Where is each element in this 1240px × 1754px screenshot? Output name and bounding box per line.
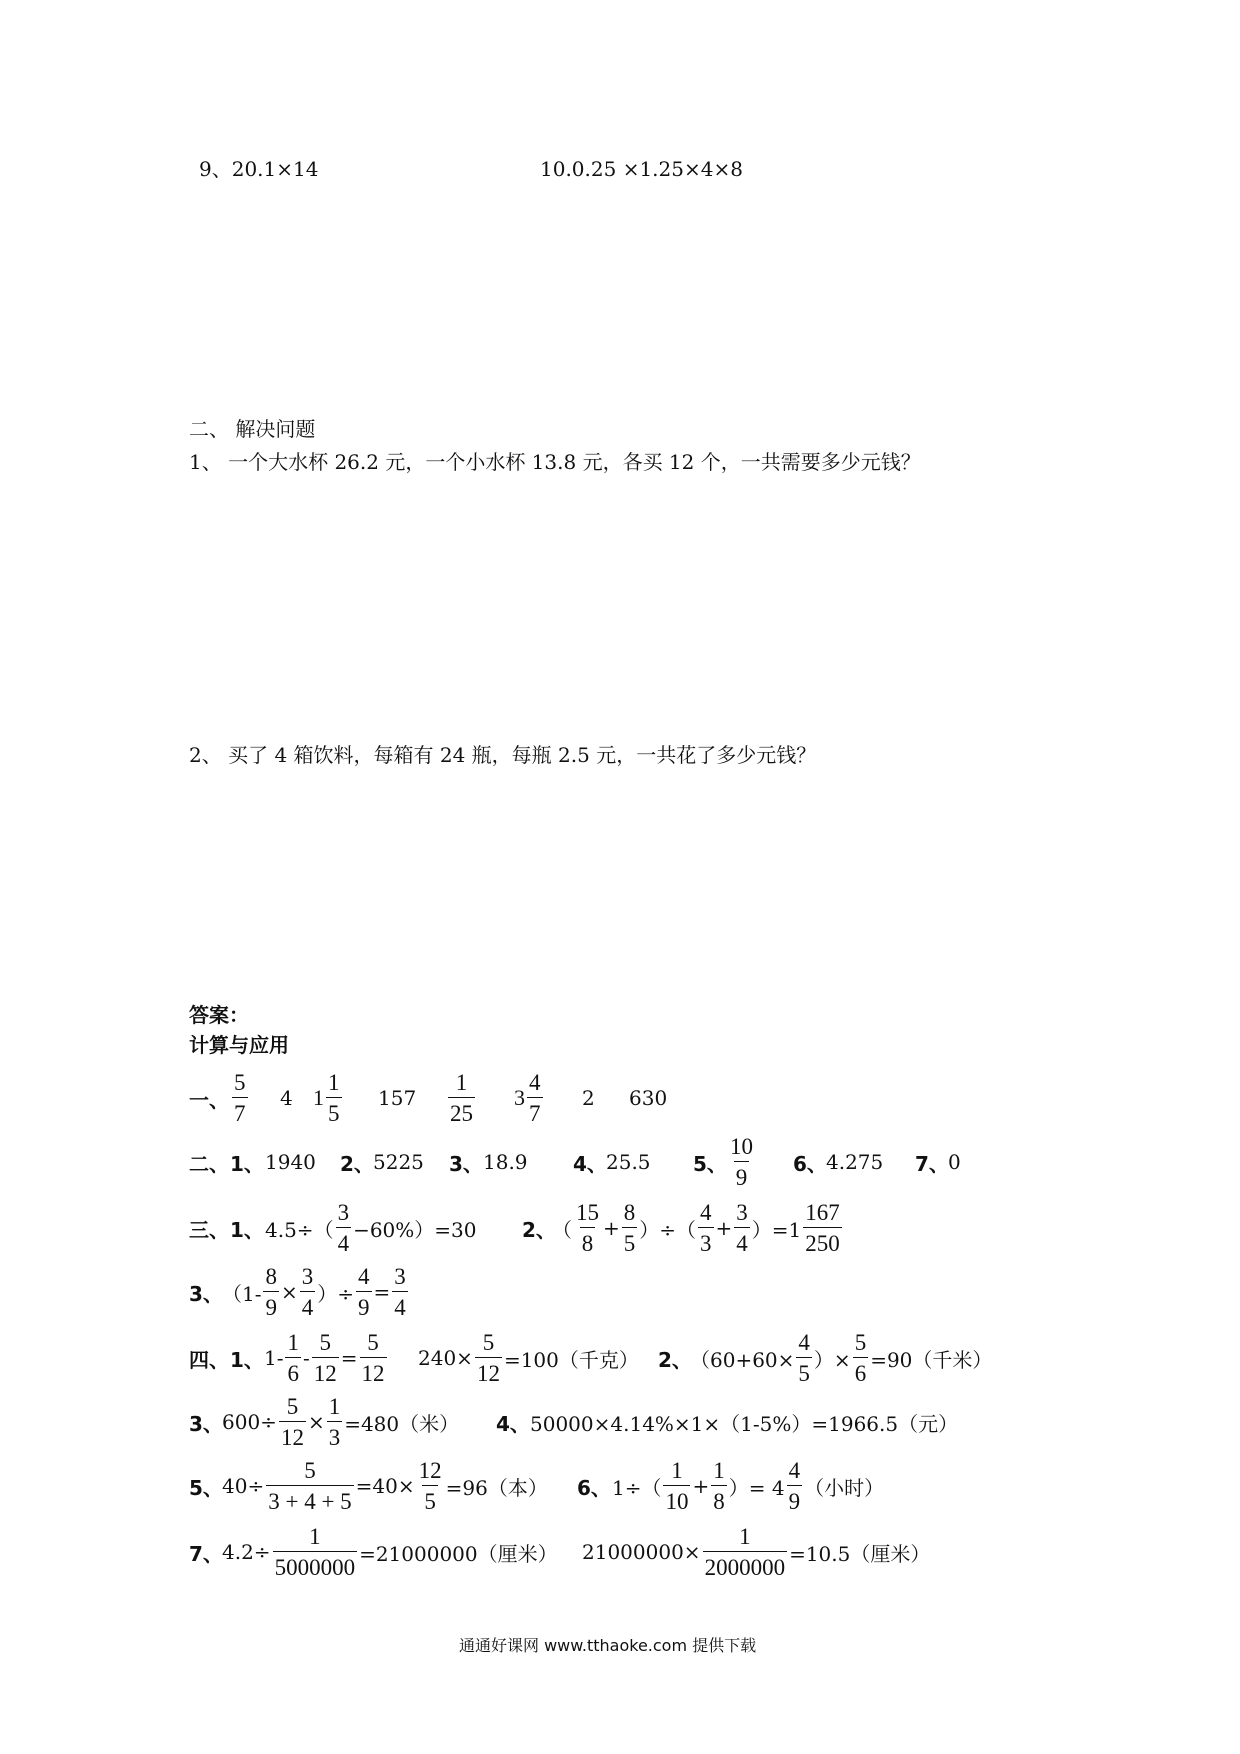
item-number: 7、 bbox=[189, 1541, 223, 1566]
item-number: 3、 bbox=[189, 1411, 223, 1436]
item-number: 5、 bbox=[189, 1475, 223, 1500]
item-number: 2、 bbox=[658, 1347, 692, 1372]
item-number: 3、 bbox=[449, 1151, 483, 1176]
equation-4-4: 50000×4.14%×1×（1-5%）=1966.5（元） bbox=[530, 1411, 959, 1436]
equation-4-2: （60+60× $\frac{4}{5}$ ）× $\frac{5}{6}$ =90（千米） bbox=[690, 1330, 993, 1386]
answer-mixed-number: 3 4 7 bbox=[514, 1070, 541, 1126]
answer-fraction: 10 9 bbox=[730, 1134, 753, 1190]
answer-fraction: 1 25 bbox=[450, 1070, 473, 1126]
answer-value: 4 bbox=[280, 1086, 293, 1110]
problem-1: 1、 一个大水杯 26.2 元，一个小水杯 13.8 元，各买 12 个，一共需要多少元钱？ bbox=[189, 450, 921, 474]
equation-4-7b: 21000000× $\frac{1}{2000000}$ =10.5（厘米） bbox=[582, 1524, 931, 1580]
item-number: 6、 bbox=[793, 1151, 827, 1176]
question-9: 9、20.1×14 bbox=[199, 157, 319, 181]
item-number: 1、 bbox=[230, 1217, 264, 1242]
item-number: 7、 bbox=[915, 1151, 949, 1176]
answer-value: 1940 bbox=[265, 1150, 316, 1174]
answers-title: 答案： bbox=[189, 1003, 249, 1027]
section-2-title: 二、 解决问题 bbox=[189, 417, 316, 441]
item-number: 1、 bbox=[230, 1151, 264, 1176]
equation-1: 4.5÷（ 3 4 −60%）=30 bbox=[265, 1200, 477, 1256]
item-number: 4、 bbox=[573, 1151, 607, 1176]
item-number: 4、 bbox=[496, 1411, 530, 1436]
row-label: 一、 bbox=[189, 1087, 229, 1112]
item-number: 5、 bbox=[693, 1151, 727, 1176]
row-label: 四、 bbox=[189, 1347, 229, 1372]
answer-value: 4.275 bbox=[826, 1150, 884, 1174]
answer-value: 630 bbox=[629, 1086, 668, 1110]
answer-value: 5225 bbox=[373, 1150, 424, 1174]
answer-mixed-number: 1 1 5 bbox=[313, 1070, 340, 1126]
answer-fraction: 5 7 bbox=[234, 1070, 246, 1126]
answer-value: 18.9 bbox=[483, 1150, 528, 1174]
question-10: 10.0.25 ×1.25×4×8 bbox=[540, 157, 743, 181]
item-number: 3、 bbox=[189, 1281, 223, 1306]
answer-value: 2 bbox=[582, 1086, 595, 1110]
footer-source: 通通好课网 www.tthaoke.com 提供下载 bbox=[459, 1636, 757, 1655]
equation-4-3: 600÷ $\frac{5}{12}$ × $\frac{1}{3}$ =480（米） bbox=[222, 1394, 460, 1450]
item-number: 2、 bbox=[522, 1217, 556, 1242]
row-label: 三、 bbox=[189, 1217, 229, 1242]
equation-4-1: 1- 1 6 - $\frac{5}{12}$ = $\frac{5}{12}$ bbox=[264, 1330, 385, 1386]
item-number: 2、 bbox=[340, 1151, 374, 1176]
answer-value: 0 bbox=[948, 1150, 961, 1174]
item-number: 6、 bbox=[577, 1475, 611, 1500]
equation-3: （1- $\frac{8}{9}$ × $\frac{3}{4}$ ）÷ $\frac{4}{9}$ = $\frac{3}{4}$ bbox=[222, 1264, 406, 1320]
equation-2: （ 15 8 + $\frac{8}{5}$ ）÷（ 4 3 + $\frac{3}{4}$ ）=1 167 250 bbox=[552, 1200, 840, 1256]
equation-4-5: 40÷ $\frac{5}{3 + 4 + 5}$ =40× $\frac{12}{5}$ =96（本） bbox=[222, 1458, 548, 1514]
equation-4-1b: 240× $\frac{5}{12}$ =100（千克） bbox=[418, 1330, 639, 1386]
item-number: 1、 bbox=[230, 1347, 264, 1372]
answer-value: 157 bbox=[378, 1086, 417, 1110]
equation-4-6: 1÷（ 1 10 + $\frac{1}{8}$ ）= 4 4 9 （小时） bbox=[612, 1458, 885, 1514]
equation-4-7a: 4.2÷ $\frac{1}{5000000}$ =21000000（厘米） bbox=[222, 1524, 558, 1580]
problem-2: 2、 买了 4 箱饮料，每箱有 24 瓶，每瓶 2.5 元，一共花了多少元钱？ bbox=[189, 743, 817, 767]
answer-value: 25.5 bbox=[606, 1150, 651, 1174]
answers-subtitle: 计算与应用 bbox=[189, 1033, 289, 1057]
row-label: 二、 bbox=[189, 1151, 229, 1176]
